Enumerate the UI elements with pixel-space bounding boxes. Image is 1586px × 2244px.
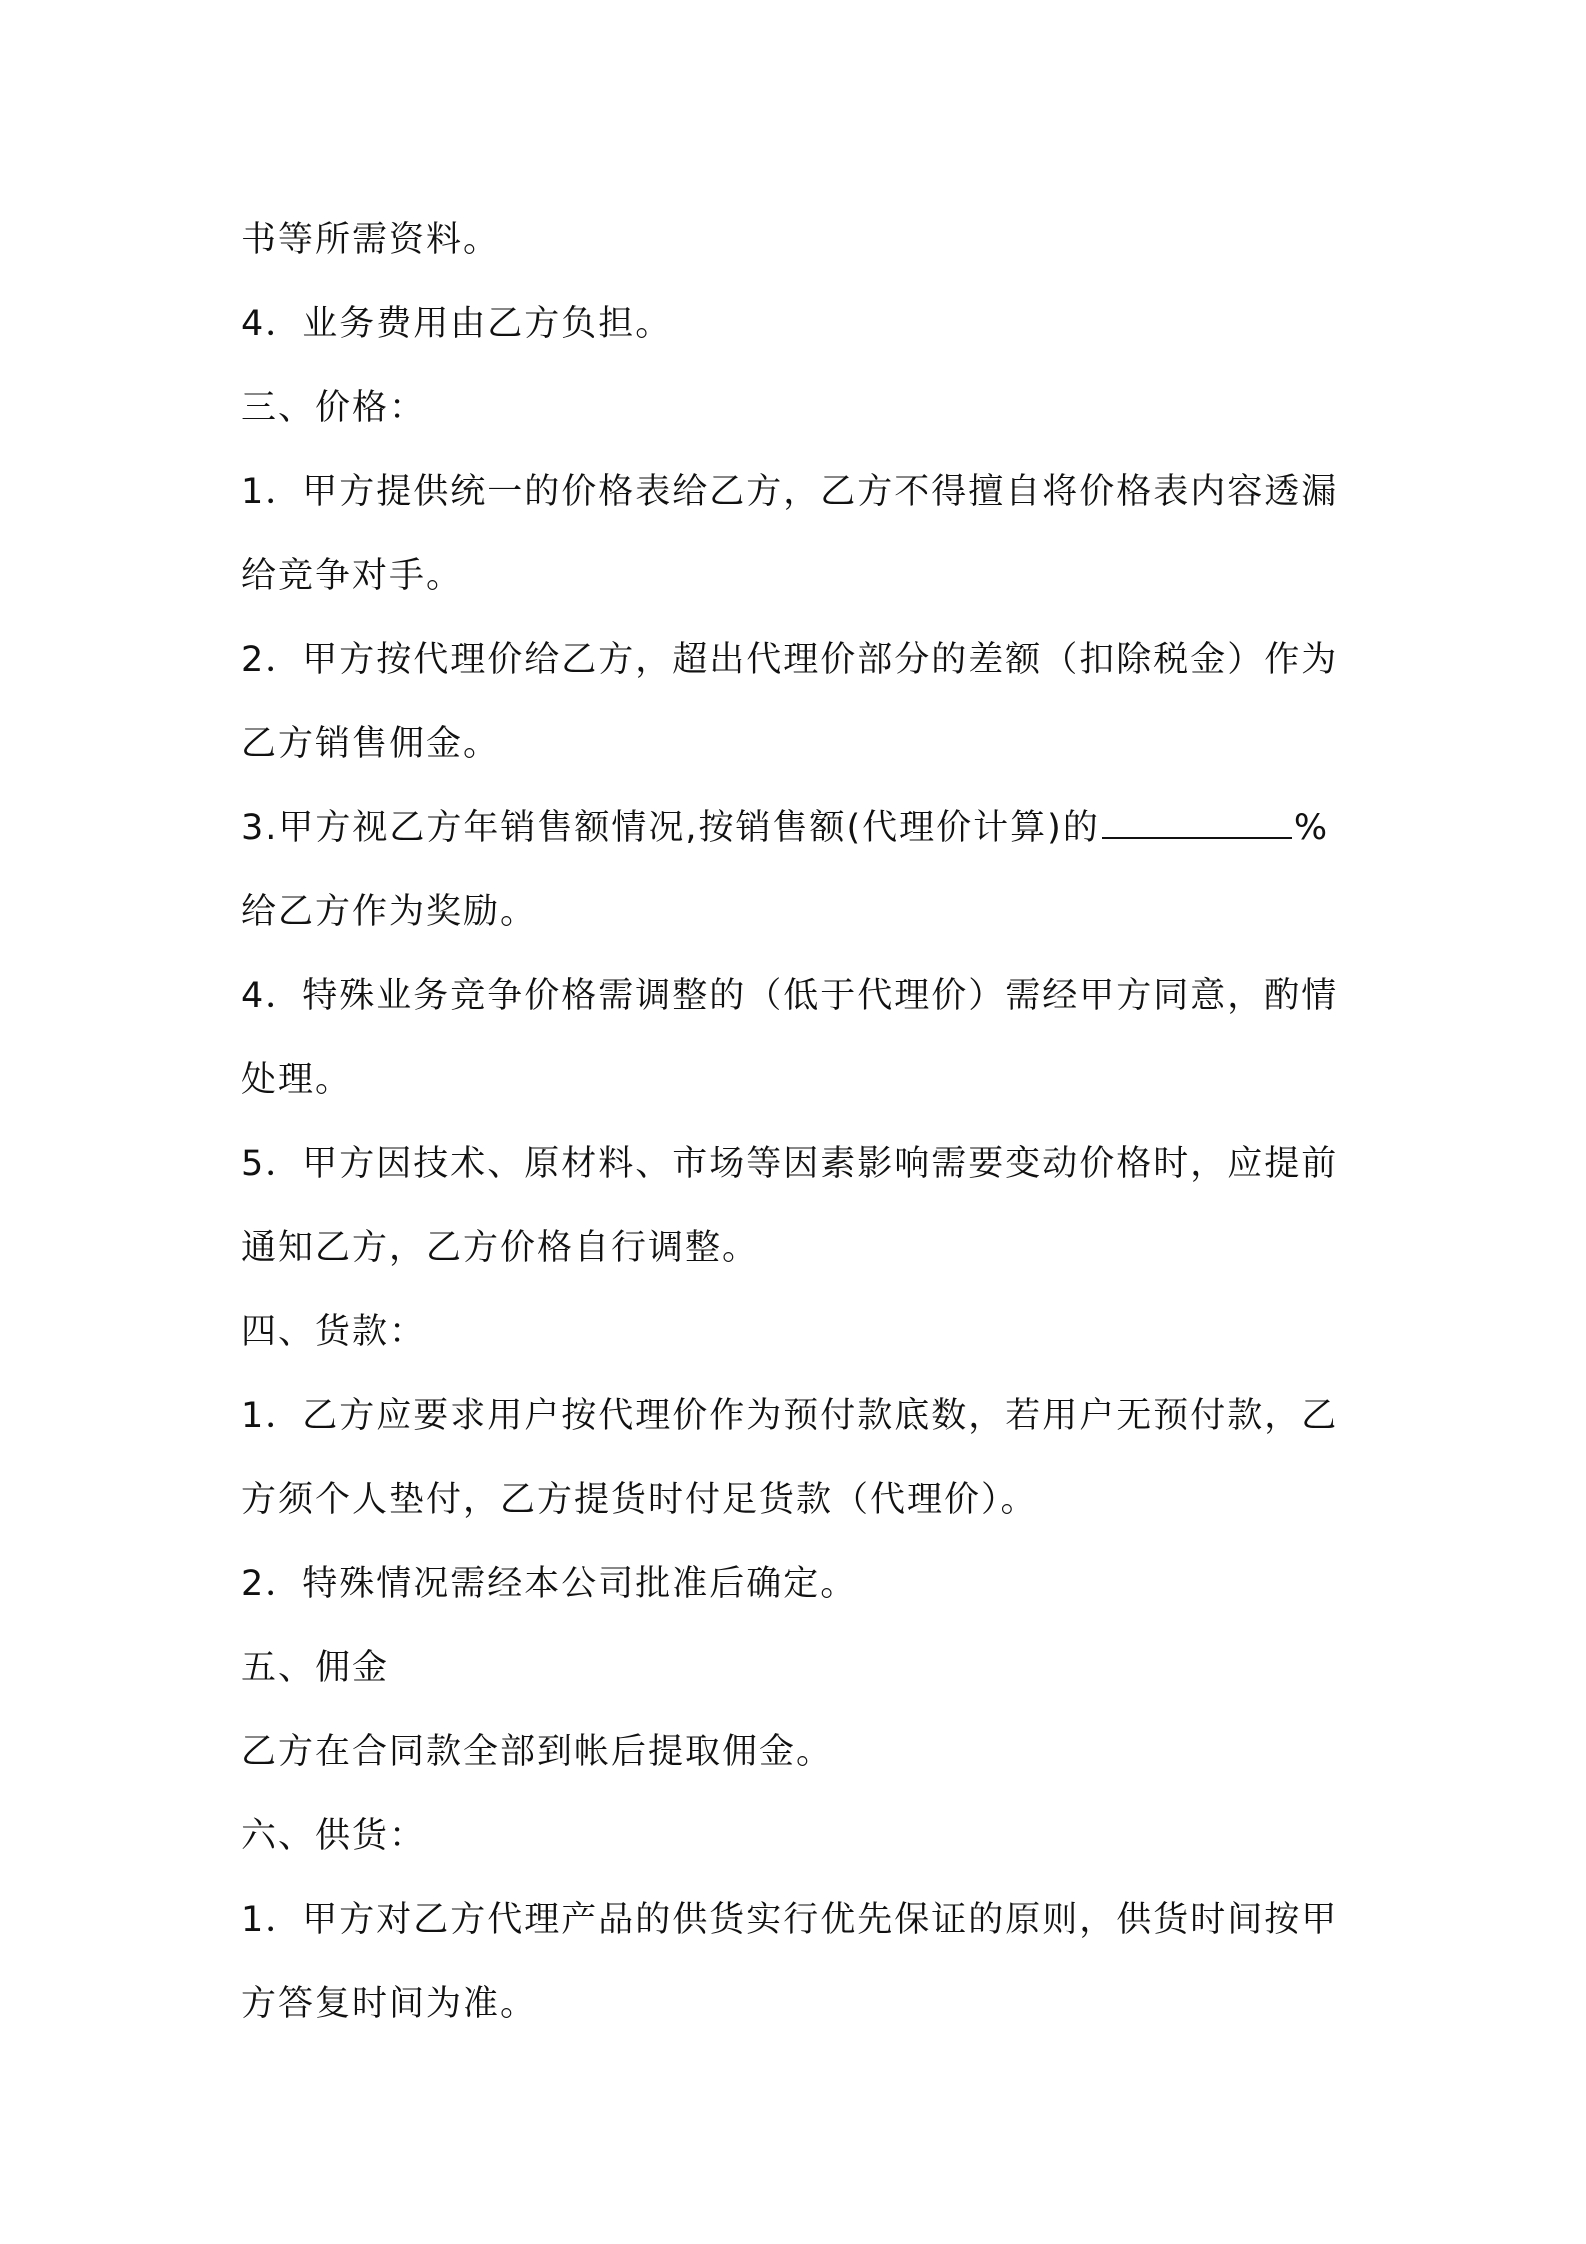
text-line: 方答复时间为准。	[241, 1984, 538, 2024]
text-line: 给乙方作为奖励。	[241, 892, 538, 932]
text-line: 2．特殊情况需经本公司批准后确定。	[241, 1564, 858, 1604]
section-heading-commission: 五、佣金	[241, 1648, 390, 1688]
text-line: 2．甲方按代理价给乙方，超出代理价部分的差额（扣除税金）作为	[241, 640, 1339, 680]
text-line: 处理。	[241, 1060, 353, 1100]
percent-sign: %	[1293, 808, 1330, 848]
text-line: 5．甲方因技术、原材料、市场等因素影响需要变动价格时，应提前	[241, 1144, 1339, 1184]
text-line: 4．特殊业务竞争价格需调整的（低于代理价）需经甲方同意，酌情	[241, 976, 1339, 1016]
section-heading-payment: 四、货款：	[241, 1312, 427, 1352]
text-line: 1．甲方提供统一的价格表给乙方，乙方不得擅自将价格表内容透漏	[241, 472, 1339, 512]
text-line: 1．乙方应要求用户按代理价作为预付款底数，若用户无预付款，乙	[241, 1396, 1339, 1436]
document-body	[241, 198, 1359, 2046]
text-line-with-blank	[241, 786, 1359, 870]
text-line: 4．业务费用由乙方负担。	[241, 304, 673, 344]
text-line: 乙方在合同款全部到帐后提取佣金。	[241, 1732, 834, 1772]
text-line: 通知乙方，乙方价格自行调整。	[241, 1228, 760, 1268]
section-heading-price: 三、价格：	[241, 388, 427, 428]
fill-in-blank	[1102, 799, 1292, 839]
text-segment: 3.甲方视乙方年销售额情况,按销售额(代理价计算)的	[241, 808, 1100, 848]
text-line: 1．甲方对乙方代理产品的供货实行优先保证的原则，供货时间按甲	[241, 1900, 1339, 1940]
text-line: 乙方销售佣金。	[241, 724, 501, 764]
text-line: 书等所需资料。	[241, 220, 501, 260]
text-line: 给竞争对手。	[241, 556, 464, 596]
text-line: 方须个人垫付，乙方提货时付足货款（代理价）。	[241, 1480, 1038, 1520]
section-heading-supply: 六、供货：	[241, 1816, 427, 1856]
